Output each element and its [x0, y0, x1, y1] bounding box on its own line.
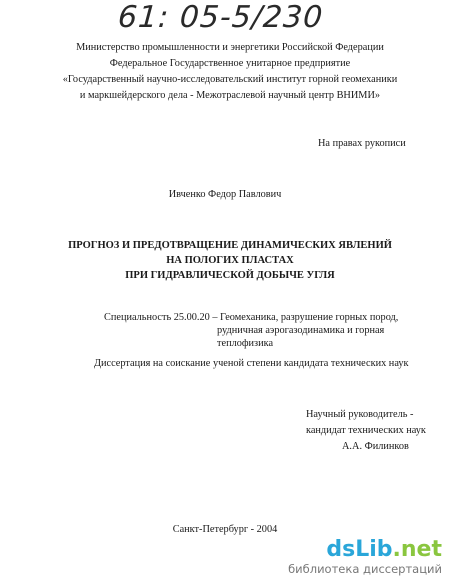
- watermark-logo-part1: dsLib: [326, 537, 393, 562]
- organization-header: [60, 40, 400, 104]
- specialty-line-1: Специальность 25.00.20 – Геомеханика, разрушение горных пород,: [104, 312, 399, 323]
- manuscript-rights-note: На правах рукописи: [318, 138, 406, 149]
- specialty-line-2: рудничная аэрогазодинамика и горная: [217, 325, 385, 336]
- supervisor-degree: кандидат технических наук: [306, 425, 426, 436]
- specialty-line-3: теплофизика: [217, 338, 274, 349]
- watermark: [288, 538, 442, 576]
- institute-line: «Государственный научно-исследовательский институт горной геомеханики: [62, 74, 398, 85]
- thesis-title: [60, 238, 400, 283]
- specialty-block: [104, 311, 398, 350]
- supervisor-name: А.А. Филинков: [342, 441, 409, 452]
- title-line-3: ПРИ ГИДРАВЛИЧЕСКОЙ ДОБЫЧЕ УГЛЯ: [125, 270, 335, 281]
- watermark-logo-part2: .net: [392, 537, 442, 562]
- city-year: Санкт-Петербург - 2004: [172, 524, 278, 535]
- title-line-2: НА ПОЛОГИХ ПЛАСТАХ: [166, 255, 294, 266]
- enterprise-line: Федеральное Государственное унитарное предприятие: [109, 58, 351, 69]
- degree-statement: Диссертация на соискание ученой степени кандидата технических наук: [94, 358, 409, 369]
- watermark-logo: [288, 538, 442, 562]
- watermark-subtitle: библиотека диссертаций: [288, 562, 442, 576]
- supervisor-role: Научный руководитель -: [306, 409, 414, 420]
- title-line-1: ПРОГНОЗ И ПРЕДОТВРАЩЕНИЕ ДИНАМИЧЕСКИХ ЯВЛЕНИЙ: [68, 240, 392, 251]
- ministry-line: Министерство промышленности и энергетики Российской Федерации: [76, 42, 384, 53]
- handwritten-registration-code: 61: 05-5/230: [116, 0, 325, 35]
- supervisor-block: [306, 407, 426, 455]
- author-name: Ивченко Федор Павлович: [168, 189, 282, 200]
- institute-line-continued: и маркшейдерского дела - Межотраслевой научный центр ВНИМИ»: [79, 90, 381, 101]
